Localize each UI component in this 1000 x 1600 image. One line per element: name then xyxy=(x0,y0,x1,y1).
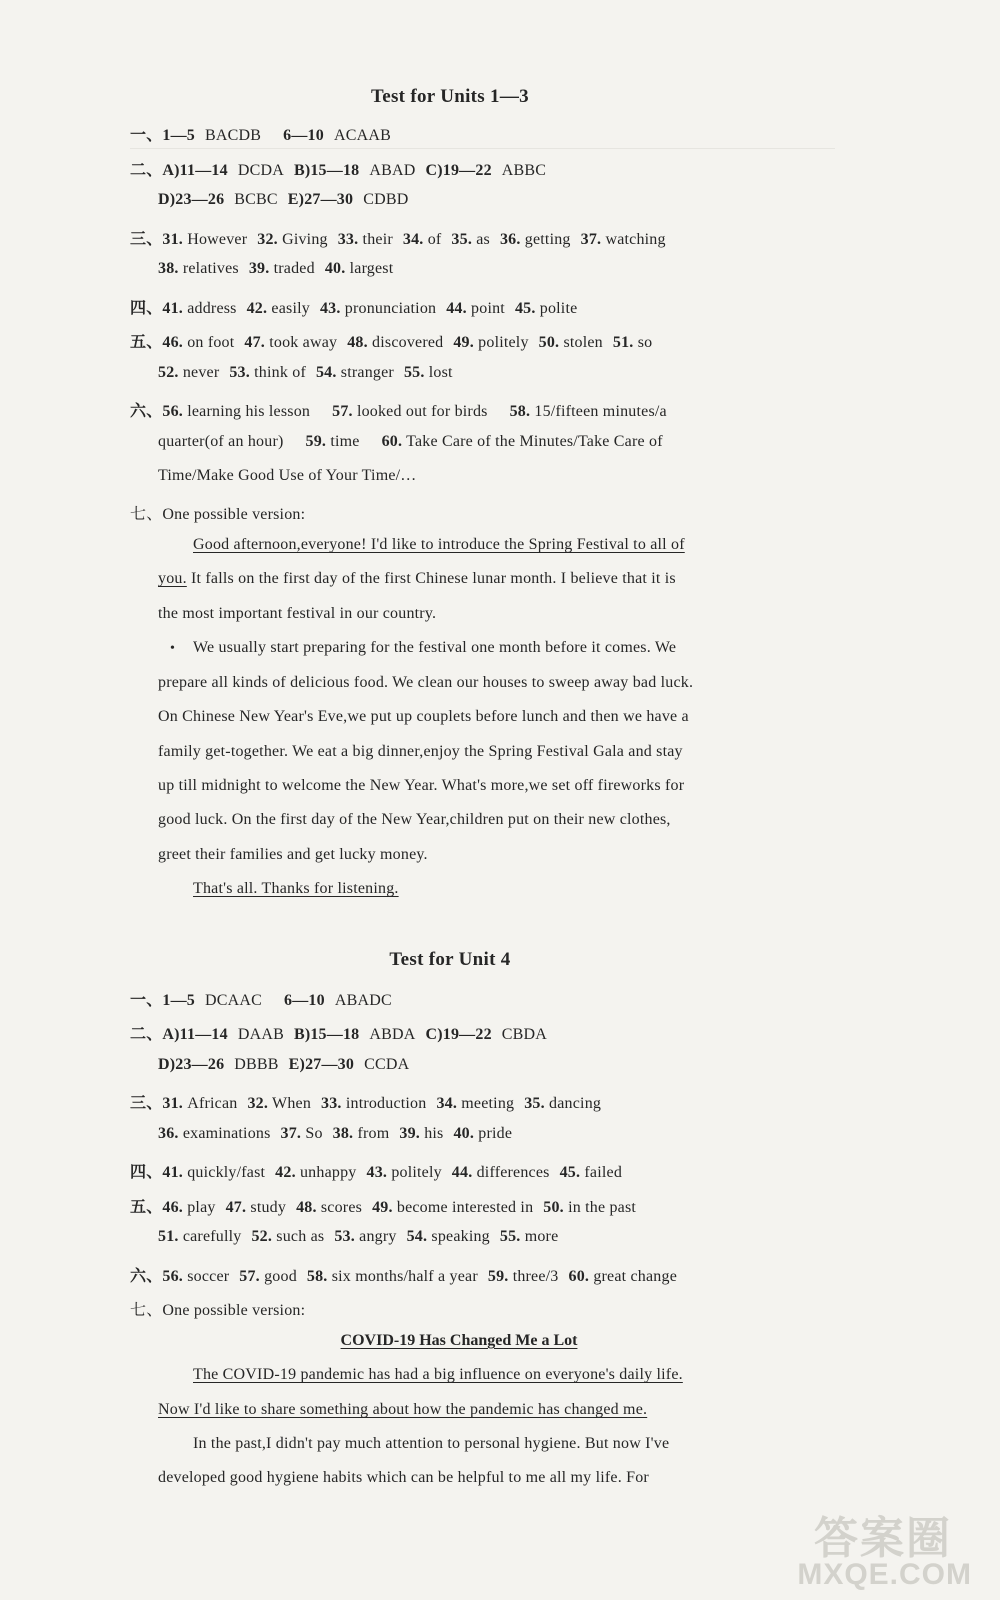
essay-line: greet their families and get lucky money. xyxy=(158,846,428,863)
section-7: 七、One possible version: xyxy=(130,506,306,523)
watermark-url: MXQE.COM xyxy=(797,1558,972,1591)
essay-line: the most important festival in our country. xyxy=(158,605,437,622)
section-5: 五、46. on foot 47. took away 48. discovered 49. politely 50. stolen 51. so xyxy=(130,334,653,351)
essay-line: On Chinese New Year's Eve,we put up couplets before lunch and then we have a xyxy=(158,708,689,725)
section-2: 二、A)11—14 DCDA B)15—18 ABAD C)19—22 ABBC xyxy=(130,162,547,179)
section-5-cont: 52. never 53. think of 54. stranger 55. lost xyxy=(158,364,453,381)
essay-title: COVID-19 Has Changed Me a Lot xyxy=(340,1332,578,1349)
section-3-cont: 36. examinations 37. So 38. from 39. his 40. pride xyxy=(158,1125,513,1142)
section-1: 一、1—5 DCAAC 6—10 ABADC xyxy=(130,992,392,1009)
section-1: 一、1—5 BACDB 6—10 ACAAB xyxy=(130,127,391,144)
section-3-cont: 38. relatives 39. traded 40. largest xyxy=(158,260,394,277)
section-4: 四、41. address 42. easily 43. pronunciation 44. point 45. polite xyxy=(130,300,578,317)
section-6-cont2: Time/Make Good Use of Your Time/… xyxy=(158,467,417,484)
section-5-cont: 51. carefully 52. such as 53. angry 54. speaking 55. more xyxy=(158,1228,559,1245)
essay-line: We usually start preparing for the festival one month before it comes. We xyxy=(193,639,677,656)
bullet-dot: • xyxy=(170,641,175,656)
section-6-cont: quarter(of an hour) 59. time 60. Take Care of the Minutes/Take Care of xyxy=(158,433,663,450)
test-title: Test for Unit 4 xyxy=(389,949,511,970)
section-7: 七、One possible version: xyxy=(130,1302,306,1319)
divider xyxy=(130,148,835,149)
section-6: 六、56. learning his lesson 57. looked out for birds 58. 15/fifteen minutes/a xyxy=(130,403,667,420)
essay-line: In the past,I didn't pay much attention to personal hygiene. But now I've xyxy=(193,1435,670,1452)
essay-line: good luck. On the first day of the New Year,children put on their new clothes, xyxy=(158,811,671,828)
section-2-cont: D)23—26 DBBB E)27—30 CCDA xyxy=(158,1056,410,1073)
section-2: 二、A)11—14 DAAB B)15—18 ABDA C)19—22 CBDA xyxy=(130,1026,548,1043)
essay-line: The COVID-19 pandemic has had a big influence on everyone's daily life. xyxy=(193,1366,683,1383)
section-3: 三、31. African 32. When 33. introduction 34. meeting 35. dancing xyxy=(130,1095,602,1112)
essay-line: developed good hygiene habits which can be helpful to me all my life. For xyxy=(158,1469,649,1486)
essay-line: prepare all kinds of delicious food. We clean our houses to sweep away bad luck. xyxy=(158,674,694,691)
section-2-cont: D)23—26 BCBC E)27—30 CDBD xyxy=(158,191,409,208)
essay-line: up till midnight to welcome the New Year. What's more,we set off fireworks for xyxy=(158,777,685,794)
essay-line: Now I'd like to share something about how the pandemic has changed me. xyxy=(158,1401,648,1418)
essay-line: you. It falls on the first day of the first Chinese lunar month. I believe that it is xyxy=(158,570,676,587)
essay-line: That's all. Thanks for listening. xyxy=(193,880,399,897)
essay-line: family get-together. We eat a big dinner,enjoy the Spring Festival Gala and stay xyxy=(158,743,683,760)
section-6: 六、56. soccer 57. good 58. six months/half a year 59. three/3 60. great change xyxy=(130,1268,678,1285)
test-title: Test for Units 1—3 xyxy=(371,86,529,107)
watermark-text: 答案圈 xyxy=(814,1514,952,1563)
watermark-logo xyxy=(797,1502,972,1592)
essay-line: Good afternoon,everyone! I'd like to introduce the Spring Festival to all of xyxy=(193,536,685,553)
section-4: 四、41. quickly/fast 42. unhappy 43. politely 44. differences 45. failed xyxy=(130,1164,623,1181)
section-3: 三、31. However 32. Giving 33. their 34. of 35. as 36. getting 37. watching xyxy=(130,231,666,248)
section-5: 五、46. play 47. study 48. scores 49. become interested in 50. in the past xyxy=(130,1199,637,1216)
